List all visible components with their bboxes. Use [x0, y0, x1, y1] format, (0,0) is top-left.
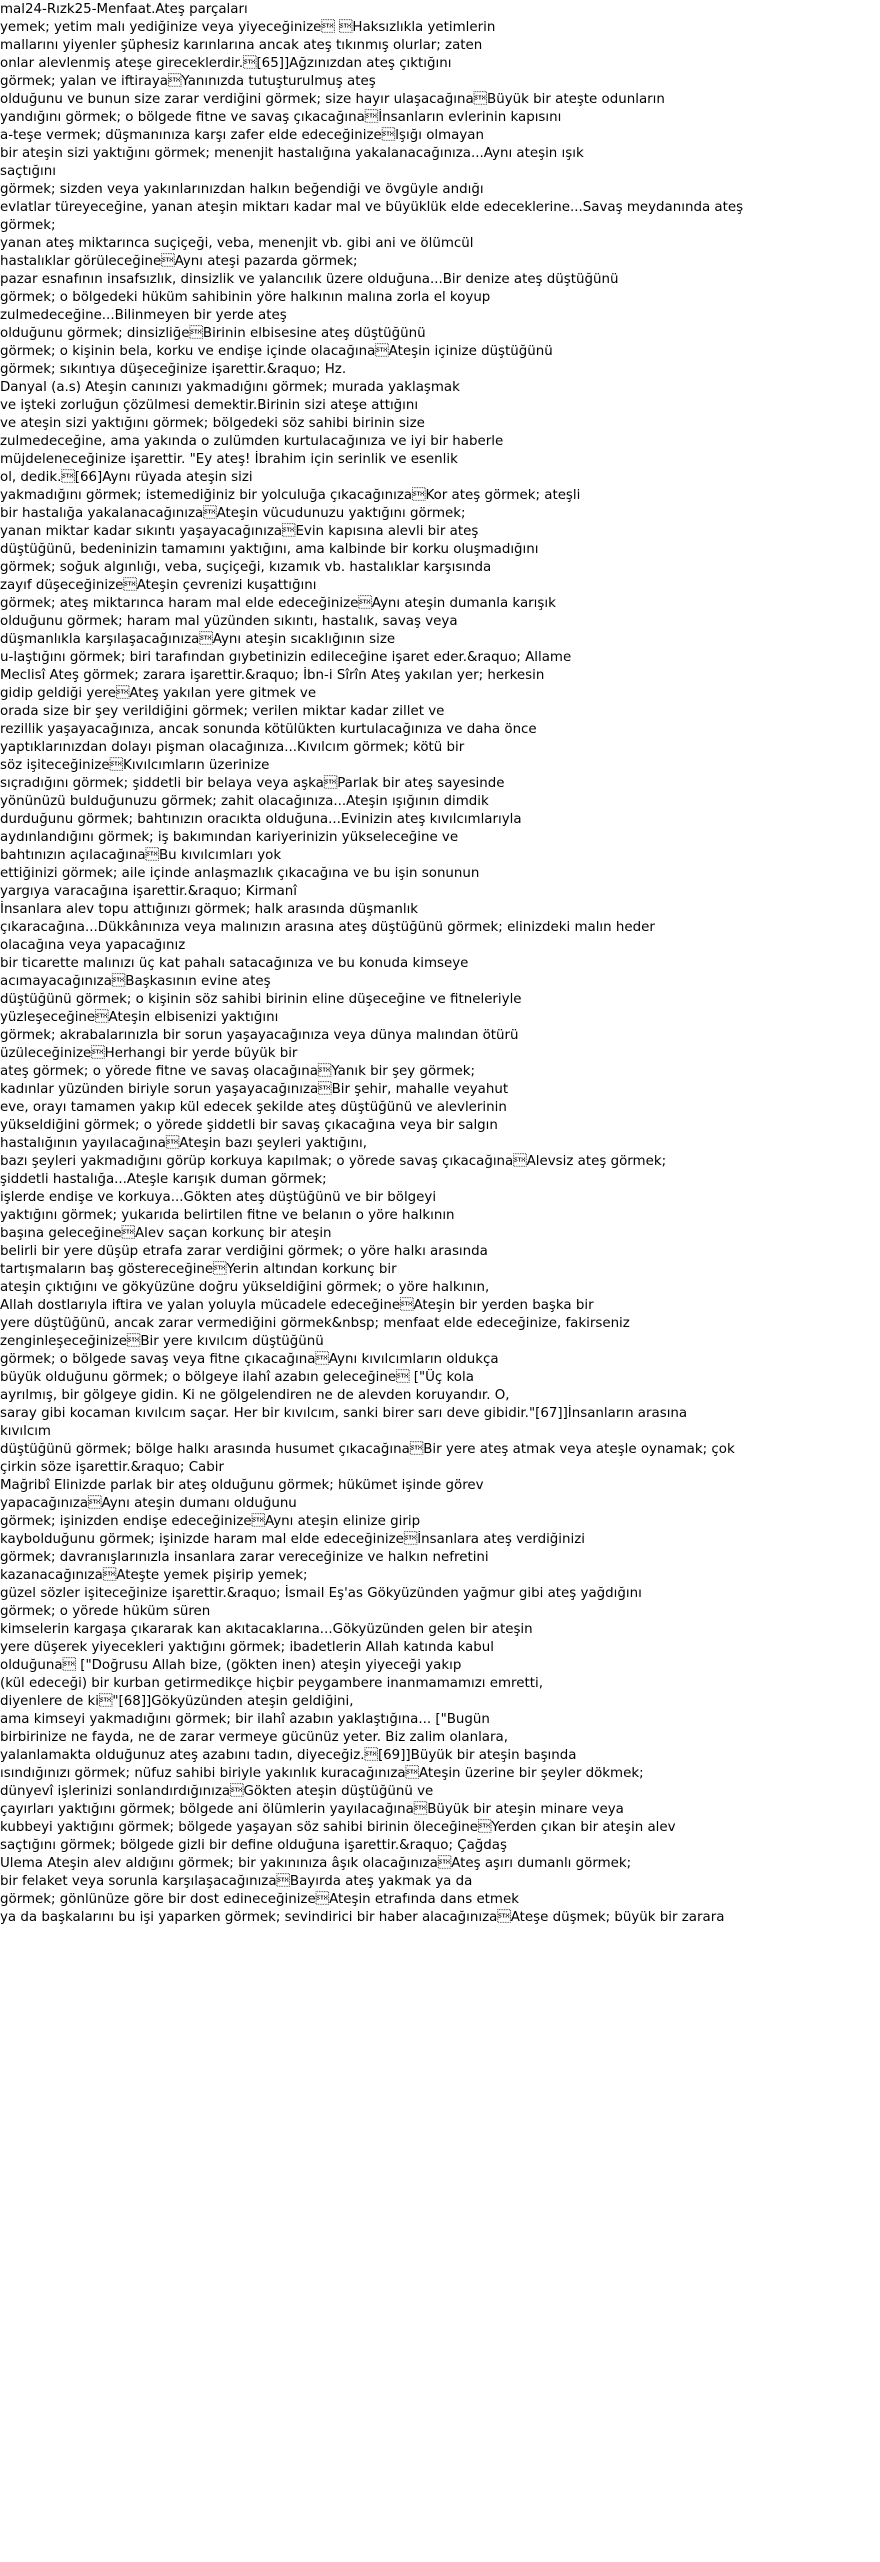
text-line: yere düşerek yiyecekleri yaktığını görmek; ibadetlerin Allah katında kabul	[0, 1640, 494, 1655]
text-line: yükseldiğini görmek; o yörede şiddetli bir savaş çıkacağına veya bir salgın	[0, 1118, 498, 1133]
text-line: yapacağınızaAynı ateşin dumanı olduğunu	[0, 1496, 297, 1511]
text-line: görmek; o yörede hüküm süren	[0, 1604, 211, 1619]
text-line: rezillik yaşayacağınıza, ancak sonunda kötülükten kurtulacağınıza ve daha önce	[0, 722, 537, 737]
text-line: yemek; yetim malı yediğinize veya yiyeceğinize Haksızlıkla yetimlerin	[0, 20, 496, 35]
text-line: zulmedeceğine...Bilinmeyen bir yerde ateş	[0, 308, 287, 323]
text-line: mal24-Rızk25-Menfaat.Ateş parçaları	[0, 2, 248, 17]
text-line: hastalığının yayılacağınaAteşin bazı şeyleri yaktığını,	[0, 1136, 367, 1151]
text-line: görmek; akrabalarınızla bir sorun yaşayacağınıza veya dünya malından ötürü	[0, 1028, 519, 1043]
text-line: eve, orayı tamamen yakıp kül edecek şekilde ateş düştüğünü ve alevlerinin	[0, 1100, 507, 1115]
text-line: Danyal (a.s) Ateşin canınızı yakmadığını görmek; murada yaklaşmak	[0, 380, 460, 395]
text-line: ateşin çıktığını ve gökyüzüne doğru yükseldiğini görmek; o yöre halkının,	[0, 1280, 490, 1295]
text-line: olacağına veya yapacağınız	[0, 938, 186, 953]
text-line: zayıf düşeceğinizeAteşin çevrenizi kuşattığını	[0, 578, 317, 593]
text-line: görmek; soğuk algınlığı, veba, suçiçeği, kızamık vb. hastalıklar karşısında	[0, 560, 492, 575]
text-line: ve ateşin sizi yaktığını görmek; bölgedeki söz sahibi birinin size	[0, 416, 425, 431]
text-line: düşmanlıkla karşılaşacağınızaAynı ateşin sıcaklığının size	[0, 632, 396, 647]
text-line: acımayacağınızaBaşkasının evine ateş	[0, 974, 271, 989]
text-line: görmek; davranışlarınızla insanlara zarar vereceğinize ve halkın nefretini	[0, 1550, 489, 1565]
text-line: kıvılcım	[0, 1424, 51, 1439]
text-line: belirli bir yere düşüp etrafa zarar verdiğini görmek; o yöre halkı arasında	[0, 1244, 488, 1259]
text-line: birbirinize ne fayda, ne de zarar vermeye gücünüz yeter. Biz zalim olanlara,	[0, 1730, 508, 1745]
text-line: Meclisî Ateş görmek; zarara işarettir.&raquo; İbn-i Sîrîn Ateş yakılan yer; herkesin	[0, 668, 545, 683]
text-line: durduğunu görmek; bahtınızın oracıkta olduğuna...Evinizin ateş kıvılcımlarıyla	[0, 812, 522, 827]
text-line: görmek;	[0, 218, 56, 233]
text-line: düştüğünü, bedeninizin tamamını yaktığını, ama kalbinde bir korku oluşmadığını	[0, 542, 539, 557]
text-line: sıçradığını görmek; şiddetli bir belaya veya aşkaParlak bir ateş sayesinde	[0, 776, 505, 791]
text-line: olduğunu ve bunun size zarar verdiğini görmek; size hayır ulaşacağınaBüyük bir ateşte odunların	[0, 92, 665, 107]
text-line: kimselerin kargaşa çıkararak kan akıtacaklarına...Gökyüzünden gelen bir ateşin	[0, 1622, 533, 1637]
text-line: aydınlandığını görmek; iş bakımından kariyerinizin yükseleceğine ve	[0, 830, 459, 845]
text-line: üzüleceğinizeHerhangi bir yerde büyük bir	[0, 1046, 298, 1061]
text-line: görmek; sıkıntıya düşeceğinize işarettir.&raquo; Hz.	[0, 362, 347, 377]
text-line: a-teşe vermek; düşmanınıza karşı zafer elde edeceğinizeIşığı olmayan	[0, 128, 485, 143]
text-line: görmek; o bölgedeki hüküm sahibinin yöre halkının malına zorla el koyup	[0, 290, 491, 305]
text-line: başına geleceğineAlev saçan korkunç bir ateşin	[0, 1226, 332, 1241]
text-line: görmek; yalan ve iftirayaYanınızda tutuşturulmuş ateş	[0, 74, 376, 89]
text-line: hastalıklar görüleceğineAynı ateşi pazarda görmek;	[0, 254, 358, 269]
text-line: ettiğinizi görmek; aile içinde anlaşmazlık çıkacağına ve bu işin sonunun	[0, 866, 480, 881]
text-line: görmek; işinizden endişe edeceğinizeAynı ateşin elinize girip	[0, 1514, 421, 1529]
text-line: olduğunu görmek; haram mal yüzünden sıkıntı, hastalık, savaş veya	[0, 614, 458, 629]
text-line: şiddetli hastalığa...Ateşle karışık duman görmek;	[0, 1172, 327, 1187]
text-line: bir ticarette malınızı üç kat pahalı satacağınıza ve bu konuda kimseye	[0, 956, 469, 971]
text-line: yönünüzü bulduğunuzu görmek; zahit olacağınıza...Ateşin ışığının dimdik	[0, 794, 489, 809]
text-line: ısındığınızı görmek; nüfuz sahibi biriyle yakınlık kuracağınızaAteşin üzerine bir şeyler dökmek;	[0, 1766, 644, 1781]
text-line: bir hastalığa yakalanacağınızaAteşin vücudunuzu yaktığını görmek;	[0, 506, 466, 521]
text-line: tartışmaların baş göstereceğineYerin altından korkunç bir	[0, 1262, 397, 1277]
text-line: güzel sözler işiteceğinize işarettir.&raquo; İsmail Eş'as Gökyüzünden yağmur gibi ateş yağdığını	[0, 1586, 642, 1601]
text-line: (kül edeceği) bir kurban getirmedikçe hiçbir peygambere inanmamamızı emretti,	[0, 1676, 543, 1691]
text-line: saçtığını görmek; bölgede gizli bir define olduğuna işarettir.&raquo; Çağdaş	[0, 1838, 507, 1853]
text-line: görmek; ateş miktarınca haram mal elde edeceğinizeAynı ateşin dumanla karışık	[0, 596, 556, 611]
text-line: mallarını yiyenler şüphesiz karınlarına ancak ateş tıkınmış olurlar; zaten	[0, 38, 483, 53]
text-line: yaktığını görmek; yukarıda belirtilen fitne ve belanın o yöre halkının	[0, 1208, 455, 1223]
text-line: dünyevî işlerinizi sonlandırdığınızaGökten ateşin düştüğünü ve	[0, 1784, 434, 1799]
text-line: kubbeyi yaktığını görmek; bölgede yaşayan söz sahibi birinin öleceğineYerden çıkan bir ateşin alev	[0, 1820, 676, 1835]
text-line: Mağribî Elinizde parlak bir ateş olduğunu görmek; hükümet işinde görev	[0, 1478, 484, 1493]
text-line: düştüğünü görmek; o kişinin söz sahibi birinin eline düşeceğine ve fitneleriyle	[0, 992, 522, 1007]
text-line: saray gibi kocaman kıvılcım saçar. Her bir kıvılcım, sanki birer sarı deve gibidir."[67]]İnsanların arasına	[0, 1406, 688, 1421]
text-line: ateş görmek; o yörede fitne ve savaş olacağınaYanık bir şey görmek;	[0, 1064, 475, 1079]
text-line: çayırları yaktığını görmek; bölgede ani ölümlerin yayılacağınaBüyük bir ateşin minare veya	[0, 1802, 624, 1817]
text-line: söz işiteceğinizeKıvılcımların üzerinize	[0, 758, 270, 773]
text-line: görmek; sizden veya yakınlarınızdan halkın beğendiği ve övgüyle andığı	[0, 182, 484, 197]
text-line: ama kimseyi yakmadığını görmek; bir ilahî azabın yaklaştığına... ["Bugün	[0, 1712, 490, 1727]
text-line: orada size bir şey verildiğini görmek; verilen miktar kadar zillet ve	[0, 704, 445, 719]
text-line: bazı şeyleri yakmadığını görüp korkuya kapılmak; o yörede savaş çıkacağınaAlevsiz ateş görmek;	[0, 1154, 667, 1169]
text-line: büyük olduğunu görmek; o bölgeye ilahî azabın geleceğine ["Üç kola	[0, 1370, 474, 1385]
text-line: yaptıklarınızdan dolayı pişman olacağınıza...Kıvılcım görmek; kötü bir	[0, 740, 465, 755]
text-line: yalanlamakta olduğunuz ateş azabını tadın, diyeceğiz.[69]]Büyük bir ateşin başında	[0, 1748, 577, 1763]
text-line: Allah dostlarıyla iftira ve yalan yoluyla mücadele edeceğineAteşin bir yerden başka bir	[0, 1298, 594, 1313]
text-line: yanan miktar kadar sıkıntı yaşayacağınızaEvin kapısına alevli bir ateş	[0, 524, 479, 539]
text-line: Ulema Ateşin alev aldığını görmek; bir yakınınıza âşık olacağınızaAteş aşırı dumanlı görmek;	[0, 1856, 632, 1871]
text-line: olduğuna ["Doğrusu Allah bize, (gökten inen) ateşin yiyeceği yakıp	[0, 1658, 462, 1673]
text-line: işlerde endişe ve korkuya...Gökten ateş düştüğünü ve bir bölgeyi	[0, 1190, 437, 1205]
text-line: ve işteki zorluğun çözülmesi demektir.Birinin sizi ateşe attığını	[0, 398, 419, 413]
text-line: müjdeleneceğinize işarettir. "Ey ateş! İbrahim için serinlik ve esenlik	[0, 452, 458, 467]
text-line: onlar alevlenmiş ateşe gireceklerdir.[65]]Ağzınızdan ateş çıktığını	[0, 56, 452, 71]
text-line: gidip geldiği yereAteş yakılan yere gitmek ve	[0, 686, 317, 701]
text-line: yere düştüğünü, ancak zarar vermediğini görmek&nbsp; menfaat elde edeceğinize, fakirseniz	[0, 1316, 630, 1331]
text-line: ol, dedik.[66]Aynı rüyada ateşin sizi	[0, 470, 253, 485]
text-line: yandığını görmek; o bölgede fitne ve savaş çıkacağınaİnsanların evlerinin kapısını	[0, 110, 562, 125]
text-line: yüzleşeceğineAteşin elbisenizi yaktığını	[0, 1010, 279, 1025]
text-line: bahtınızın açılacağınaBu kıvılcımları yok	[0, 848, 282, 863]
text-line: ayrılmış, bir gölgeye gidin. Ki ne gölgelendiren ne de alevden koruyandır. O,	[0, 1388, 510, 1403]
text-line: evlatlar türeyeceğine, yanan ateşin miktarı kadar mal ve büyüklük elde edeceklerine...Savaş meydanında ateş	[0, 200, 744, 215]
text-line: saçtığını	[0, 164, 56, 179]
text-line: düştüğünü görmek; bölge halkı arasında husumet çıkacağınaBir yere ateş atmak veya ateşle oynamak; çok	[0, 1442, 735, 1457]
text-line: kazanacağınızaAteşte yemek pişirip yemek;	[0, 1568, 308, 1583]
text-line: yargıya varacağına işarettir.&raquo; Kirmanî	[0, 884, 298, 899]
text-line: bir felaket veya sorunla karşılaşacağınızaBayırda ateş yakmak ya da	[0, 1874, 473, 1889]
text-line: görmek; gönlünüze göre bir dost edineceğinizeAteşin etrafında dans etmek	[0, 1892, 519, 1907]
text-line: görmek; o bölgede savaş veya fitne çıkacağınaAynı kıvılcımların oldukça	[0, 1352, 499, 1367]
text-line: u-laştığını görmek; biri tarafından gıybetinizin edileceğine işaret eder.&raquo; Allame	[0, 650, 572, 665]
text-line: pazar esnafının insafsızlık, dinsizlik ve yalancılık üzere olduğuna...Bir denize ateş düştüğünü	[0, 272, 619, 287]
text-line: zulmedeceğine, ama yakında o zulümden kurtulacağınıza ve iyi bir haberle	[0, 434, 504, 449]
text-line: yakmadığını görmek; istemediğiniz bir yolculuğa çıkacağınızaKor ateş görmek; ateşli	[0, 488, 581, 503]
text-line: zenginleşeceğinizeBir yere kıvılcım düştüğünü	[0, 1334, 324, 1349]
text-line: ya da başkalarını bu işi yaparken görmek; sevindirici bir haber alacağınızaAteşe düşmek; büyük bir zarara	[0, 1910, 725, 1925]
text-line: yanan ateş miktarınca suçiçeği, veba, menenjit vb. gibi ani ve ölümcül	[0, 236, 474, 251]
text-line: çıkaracağına...Dükkânınıza veya malınızın arasına ateş düştüğünü görmek; elinizdeki malın heder	[0, 920, 655, 935]
text-line: görmek; o kişinin bela, korku ve endişe içinde olacağınaAteşin içinize düştüğünü	[0, 344, 553, 359]
text-line: kadınlar yüzünden biriyle sorun yaşayacağınızaBir şehir, mahalle veyahut	[0, 1082, 509, 1097]
text-line: olduğunu görmek; dinsizliğeBirinin elbisesine ateş düştüğünü	[0, 326, 426, 341]
text-line: çirkin söze işarettir.&raquo; Cabir	[0, 1460, 224, 1475]
text-line: diyenlere de ki"[68]]Gökyüzünden ateşin geldiğini,	[0, 1694, 354, 1709]
text-line: kaybolduğunu görmek; işinizde haram mal elde edeceğinizeİnsanlara ateş verdiğinizi	[0, 1532, 585, 1547]
text-line: İnsanlara alev topu attığınızı görmek; halk arasında düşmanlık	[0, 902, 419, 917]
text-line: bir ateşin sizi yaktığını görmek; menenjit hastalığına yakalanacağınıza...Aynı ateşin ışık	[0, 146, 584, 161]
